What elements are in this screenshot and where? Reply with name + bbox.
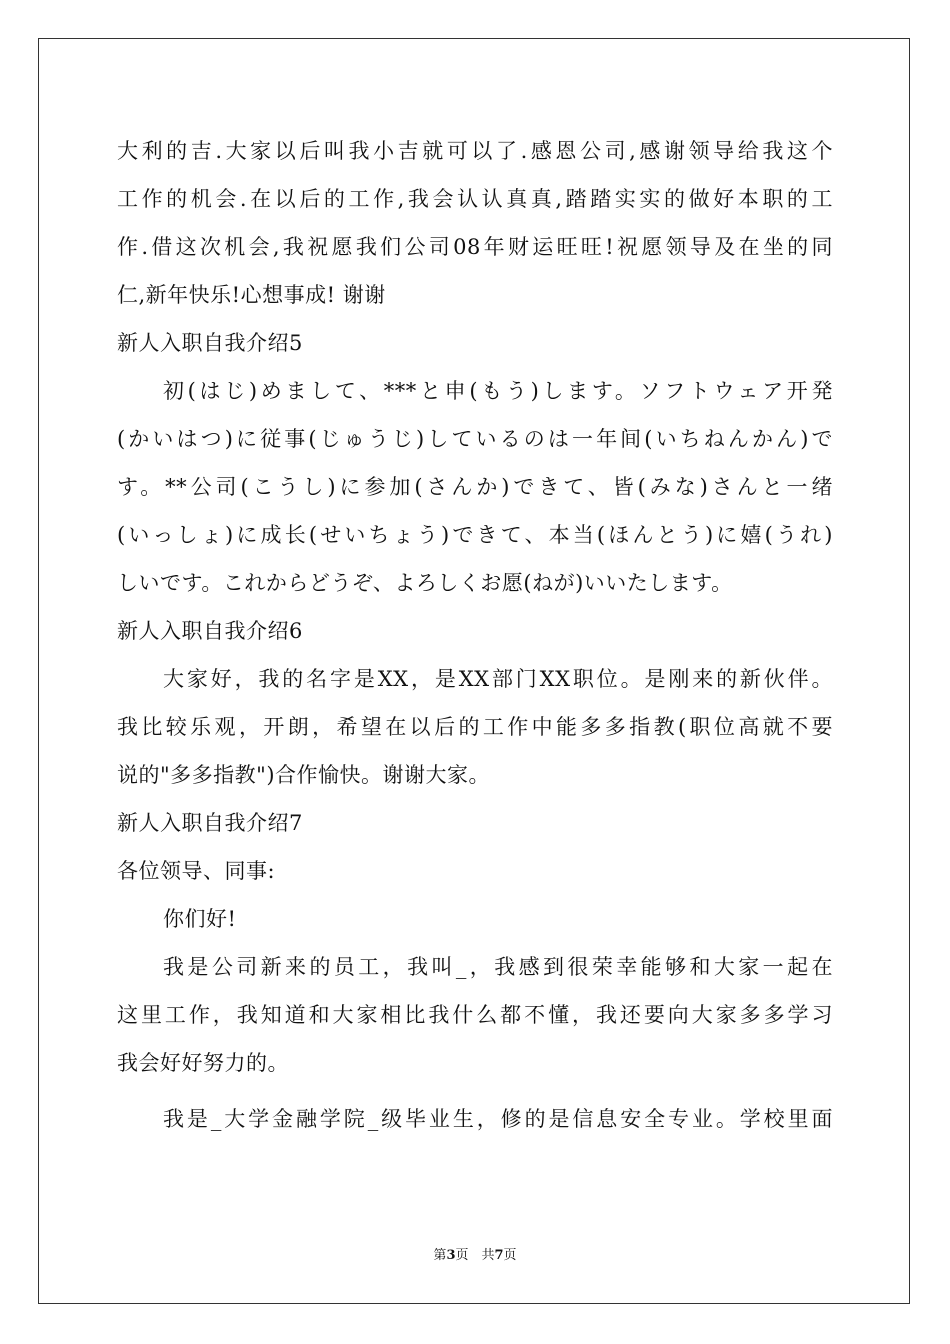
current-page-number: 3 xyxy=(446,1248,456,1263)
text-line: す。**公司(こうし)に参加(さんか)できて、皆(みな)さんと一绪 xyxy=(117,475,833,499)
text-line: 大利的吉.大家以后叫我小吉就可以了.感恩公司,感谢领导给我这个 xyxy=(117,139,833,163)
total-page-number: 7 xyxy=(494,1248,504,1263)
text-line: 这里工作，我知道和大家相比我什么都不懂，我还要向大家多多学习 xyxy=(117,1003,833,1027)
salutation: 各位领导、同事: xyxy=(117,859,276,883)
document-body xyxy=(117,127,833,1143)
section-heading-7: 新人入职自我介绍7 xyxy=(117,811,303,835)
text-line: 大家好，我的名字是XX，是XX部门XX职位。是刚来的新伙伴。 xyxy=(163,667,833,691)
text-line: 工作的机会.在以后的工作,我会认认真真,踏踏实实的做好本职的工 xyxy=(117,187,833,211)
footer-prefix: 第 xyxy=(433,1248,447,1263)
section-heading-5: 新人入职自我介绍5 xyxy=(117,331,303,355)
text-line: 我是公司新来的员工，我叫_，我感到很荣幸能够和大家一起在 xyxy=(163,955,833,979)
text-line: 我是_大学金融学院_级毕业生，修的是信息安全专业。学校里面 xyxy=(163,1107,833,1131)
text-line: 仁,新年快乐!心想事成! 谢谢 xyxy=(117,283,386,307)
text-line: 作.借这次机会,我祝愿我们公司08年财运旺旺!祝愿领导及在坐的同 xyxy=(117,235,833,259)
footer-mid: 页 共 xyxy=(455,1248,495,1263)
text-line: しいです。これからどうぞ、よろしくお愿(ねが)いいたします。 xyxy=(117,571,733,595)
text-line: (いっしょ)に成长(せいちょう)できて、本当(ほんとう)に嬉(うれ) xyxy=(117,523,833,547)
text-line: 我会好好努力的。 xyxy=(117,1051,289,1075)
greeting: 你们好! xyxy=(163,907,237,931)
text-line: 说的"多多指教")合作愉快。谢谢大家。 xyxy=(117,763,491,787)
section-heading-6: 新人入职自我介绍6 xyxy=(117,619,303,643)
footer-suffix: 页 xyxy=(503,1248,517,1263)
text-line: 初(はじ)めまして、***と申(もう)します。ソフトウェア开発 xyxy=(163,379,833,403)
page-footer xyxy=(0,1246,950,1266)
text-line: (かいはつ)に従事(じゅうじ)しているのは一年间(いちねんかん)で xyxy=(117,427,833,451)
text-line: 我比较乐观，开朗，希望在以后的工作中能多多指教(职位高就不要 xyxy=(117,715,833,739)
